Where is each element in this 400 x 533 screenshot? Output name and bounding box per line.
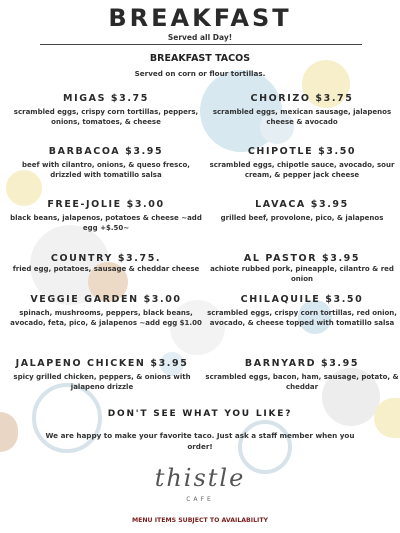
menu-item-country [8, 253, 204, 274]
menu-item-barbacoa [8, 146, 204, 180]
menu-item-desc: fried egg, potatoes, sausage & cheddar cheese [12, 265, 200, 273]
menu-item-name: JALAPENO CHICKEN $3.95 [15, 358, 189, 369]
menu-item-name: CHIPOTLE $3.50 [247, 146, 357, 157]
menu-item-desc: scrambled eggs, bacon, ham, sausage, potato, & cheddar [205, 373, 399, 391]
cafe-logo: thistle [154, 464, 246, 492]
menu-item-name: BARBACOA $3.95 [48, 146, 164, 157]
menu-item-free-jolie [8, 199, 204, 233]
availability-note: MENU ITEMS SUBJECT TO AVAILABILITY [131, 517, 269, 524]
menu-item-lavaca [204, 199, 400, 223]
menu-item-name: MIGAS $3.75 [63, 93, 149, 104]
menu-item-name: FREE-JOLIE $3.00 [47, 199, 165, 210]
menu-item-desc: scrambled eggs, crispy corn tortillas, peppers, onions, tomatoes, & cheese [13, 108, 199, 126]
section-subtitle: Served on corn or flour tortillas. [134, 69, 266, 78]
cta-heading: DON'T SEE WHAT YOU LIKE? [107, 409, 293, 419]
cta-text: We are happy to make your favorite taco. Just ask a staff member when you order! [45, 431, 355, 451]
menu-item-desc: beef with cilantro, onions, & queso fresco, drizzled with tomatillo salsa [22, 161, 190, 179]
menu-item-name: LAVACA $3.95 [255, 199, 349, 210]
menu-item-name: CHORIZO $3.75 [250, 93, 354, 104]
menu-item-chilaquile [204, 294, 400, 328]
menu-item-migas [8, 93, 204, 127]
menu-item-desc: black beans, jalapenos, potatoes & cheese ~add egg +$.50~ [10, 214, 202, 232]
menu-item-chorizo [204, 93, 400, 127]
menu-item-desc: scrambled eggs, crispy corn tortillas, red onion, avocado, & cheese topped with tomatillo salsa [207, 309, 397, 327]
menu-item-barnyard [204, 358, 400, 392]
page-subtitle: Served all Day! [167, 33, 233, 42]
menu-item-name: VEGGIE GARDEN $3.00 [30, 294, 182, 305]
menu-item-name: AL PASTOR $3.95 [243, 253, 361, 264]
divider [40, 44, 362, 45]
menu-item-jalapeno-chicken [0, 358, 204, 392]
menu-item-name: BARNYARD $3.95 [244, 358, 360, 369]
section-title: BREAKFAST TACOS [149, 53, 251, 64]
page-title: BREAKFAST [108, 4, 292, 32]
cafe-logo-sub: CAFE [186, 496, 214, 503]
menu-item-desc: spicy grilled chicken, peppers, & onions with jalapeno drizzle [13, 373, 191, 391]
menu-item-desc: grilled beef, provolone, pico, & jalapenos [220, 214, 384, 222]
menu-item-al-pastor [204, 253, 400, 284]
menu-item-name: COUNTRY $3.75. [50, 253, 162, 264]
menu-item-name: CHILAQUILE $3.50 [240, 294, 364, 305]
menu-item-desc: spinach, mushrooms, peppers, black beans, avocado, feta, pico, & jalapenos ~add egg $1.00 [10, 309, 202, 327]
menu-item-desc: scrambled eggs, chipotle sauce, avocado, sour cream, & pepper jack cheese [209, 161, 395, 179]
menu-item-chipotle [204, 146, 400, 180]
menu-item-veggie-garden [8, 294, 204, 328]
menu-item-desc: achiote rubbed pork, pineapple, cilantro & red onion [210, 265, 394, 283]
menu-item-desc: scrambled eggs, mexican sausage, jalapenos cheese & avocado [212, 108, 392, 126]
